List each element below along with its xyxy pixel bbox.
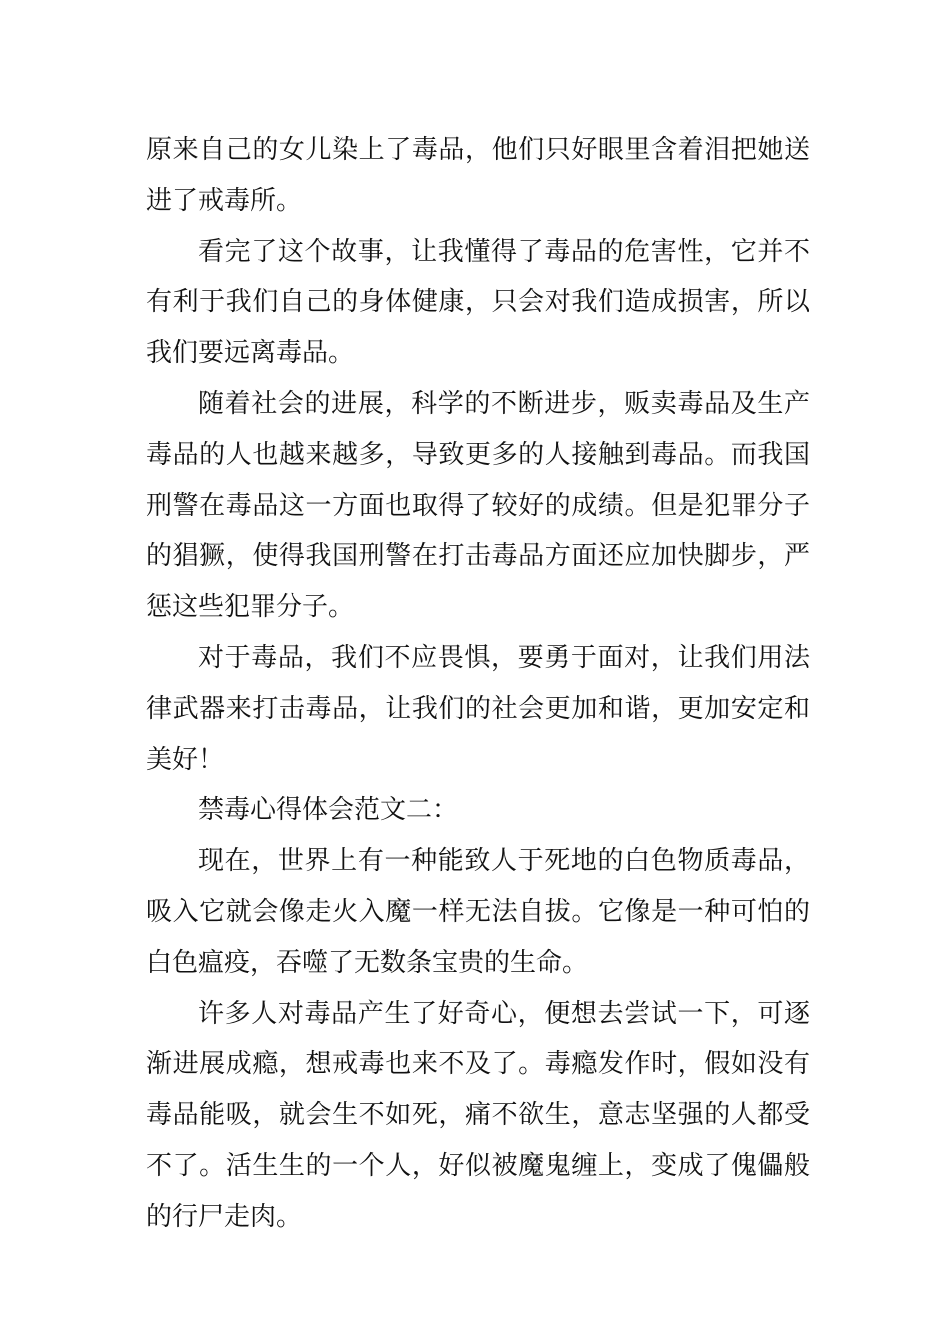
document-body: [146, 125, 810, 1243]
text-line: 看完了这个故事，让我懂得了毒品的危害性，它并不: [198, 236, 810, 267]
text-line: 我们要远离毒品。: [146, 338, 355, 369]
text-line: 有利于我们自己的身体健康，只会对我们造成损害，所以: [146, 287, 810, 318]
text-line: 毒品能吸，就会生不如死，痛不欲生，意志坚强的人都受: [146, 1100, 810, 1131]
text-line: 刑警在毒品这一方面也取得了较好的成绩。但是犯罪分子: [146, 490, 810, 521]
text-line: 的行尸走肉。: [146, 1201, 303, 1232]
text-line: 原来自己的女儿染上了毒品，他们只好眼里含着泪把她送: [146, 135, 810, 165]
text-line: 毒品的人也越来越多，导致更多的人接触到毒品。而我国: [146, 439, 810, 470]
text-line: 白色瘟疫，吞噬了无数条宝贵的生命。: [146, 947, 589, 978]
text-line: 现在，世界上有一种能致人于死地的白色物质毒品，: [198, 846, 810, 877]
text-line: 吸入它就会像走火入魔一样无法自拔。它像是一种可怕的: [146, 896, 810, 927]
text-line: 不了。活生生的一个人，好似被魔鬼缠上，变成了傀儡般: [146, 1150, 810, 1181]
text-line: 随着社会的进展，科学的不断进步，贩卖毒品及生产: [198, 388, 810, 419]
text-line: 惩这些犯罪分子。: [146, 592, 355, 623]
text-line: 律武器来打击毒品，让我们的社会更加和谐，更加安定和: [146, 693, 810, 724]
text-line: 对于毒品，我们不应畏惧，要勇于面对，让我们用法: [198, 642, 810, 673]
text-line: 美好！: [146, 744, 225, 775]
text-line: 进了戒毒所。: [146, 185, 303, 216]
text-line: 的猖獗，使得我国刑警在打击毒品方面还应加快脚步，严: [146, 541, 810, 572]
text-line: 渐进展成瘾，想戒毒也来不及了。毒瘾发作时，假如没有: [146, 1049, 810, 1080]
text-line: 许多人对毒品产生了好奇心，便想去尝试一下，可逐: [198, 998, 810, 1029]
section-heading: 禁毒心得体会范文二：: [198, 795, 459, 826]
